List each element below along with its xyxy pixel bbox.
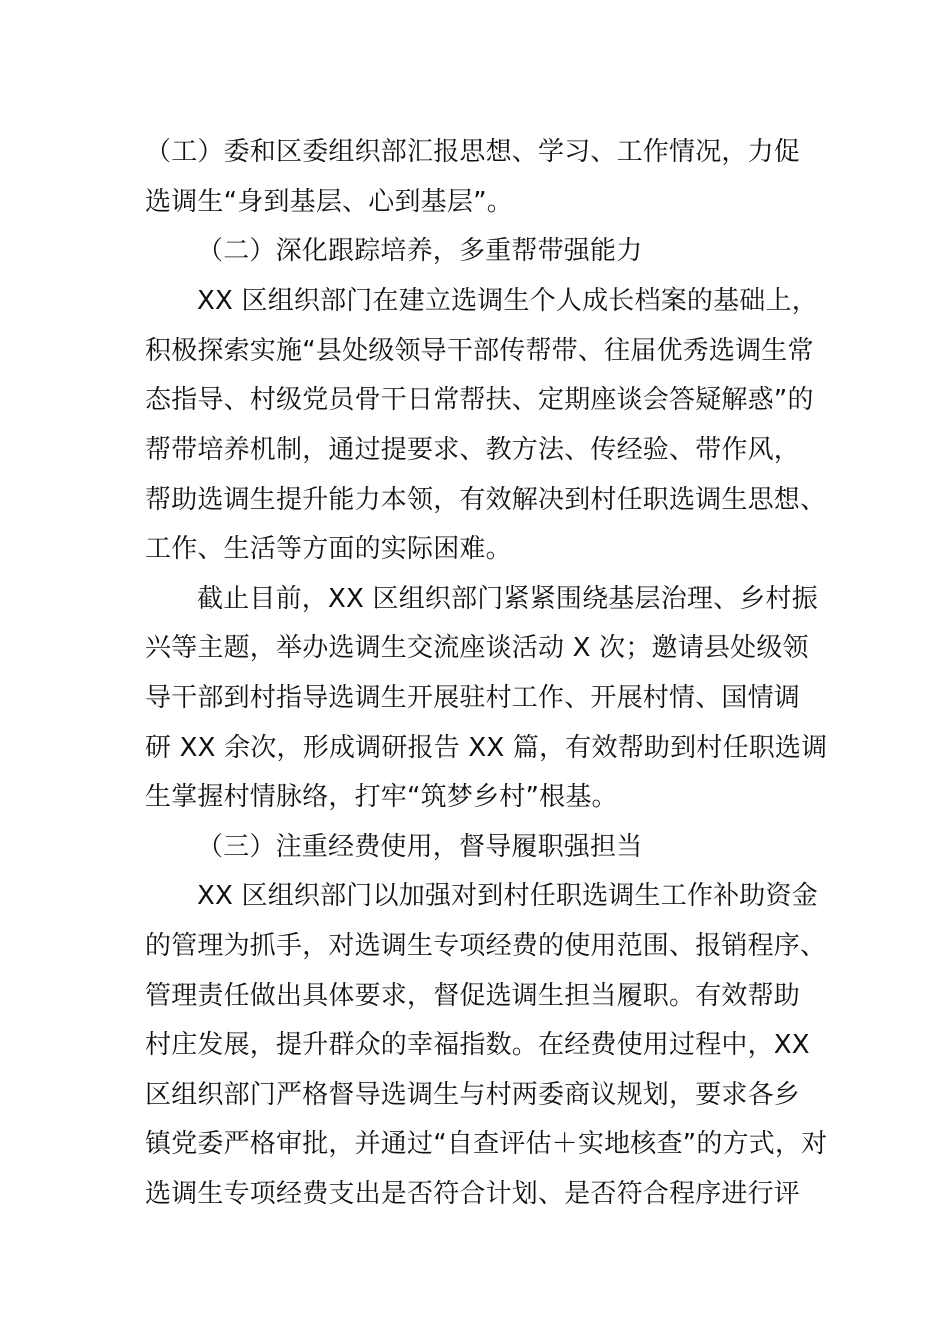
paragraph-line: 的管理为抓手，对选调生专项经费的使用范围、报销程序、 — [145, 931, 827, 961]
paragraph-line: 截止目前，XX 区组织部门紧紧围绕基层治理、乡村振 — [197, 584, 818, 614]
paragraph-line: 镇党委严格审批，并通过“自查评估＋实地核查”的方式，对 — [145, 1129, 828, 1159]
paragraph-line: 帮助选调生提升能力本领，有效解决到村任职选调生思想、 — [145, 485, 827, 515]
paragraph-line: 村庄发展，提升群众的幸福指数。在经费使用过程中，XX — [145, 1030, 810, 1060]
paragraph-line: 兴等主题，举办选调生交流座谈活动 X 次；邀请县处级领 — [145, 633, 809, 663]
paragraph-line: 生掌握村情脉络，打牢“筑梦乡村”根基。 — [145, 782, 618, 812]
paragraph-line: 选调生“身到基层、心到基层”。 — [145, 187, 513, 217]
paragraph-line: 积极探索实施“县处级领导干部传帮带、往届优秀选调生常 — [145, 336, 814, 366]
paragraph-line: 导干部到村指导选调生开展驻村工作、开展村情、国情调 — [145, 683, 801, 713]
section-heading: （三）注重经费使用，督导履职强担当 — [197, 832, 643, 862]
paragraph-line: 态指导、村级党员骨干日常帮扶、定期座谈会答疑解惑”的 — [145, 385, 814, 415]
paragraph-line: （工）委和区委组织部汇报思想、学习、工作情况，力促 — [145, 137, 801, 167]
paragraph-line: 管理责任做出具体要求，督促选调生担当履职。有效帮助 — [145, 981, 801, 1011]
paragraph-line: 工作、生活等方面的实际困难。 — [145, 534, 512, 564]
paragraph-line: XX 区组织部门以加强对到村任职选调生工作补助资金 — [197, 881, 818, 911]
paragraph-line: XX 区组织部门在建立选调生个人成长档案的基础上， — [197, 286, 818, 316]
paragraph-line: 帮带培养机制，通过提要求、教方法、传经验、带作风， — [145, 435, 801, 465]
paragraph-line: 选调生专项经费支出是否符合计划、是否符合程序进行评 — [145, 1179, 801, 1209]
paragraph-line: 研 XX 余次，形成调研报告 XX 篇，有效帮助到村任职选调 — [145, 733, 828, 763]
paragraph-line: 区组织部门严格督导选调生与村两委商议规划，要求各乡 — [145, 1080, 801, 1110]
section-heading: （二）深化跟踪培养，多重帮带强能力 — [197, 236, 643, 266]
